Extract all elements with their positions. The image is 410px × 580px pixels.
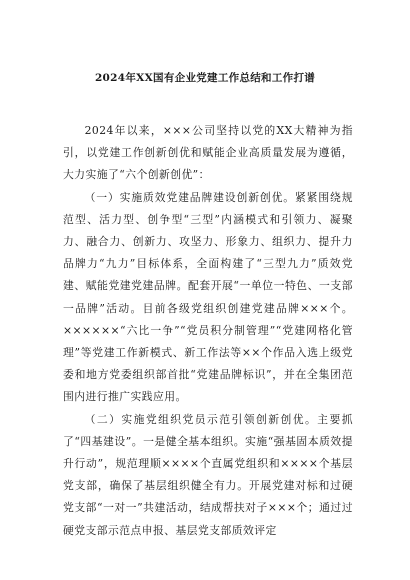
paragraph-section-2: （二）实施党组织党员示范引领创新创优。主要抓了“四基建设”。一是健全基本组织。实施“强基固本质效提升行动”，规范理顺××××个直属党组织和××××个基层党支部，确保了基层组织健全有力。开展党建对标和过硬党支部“一对一”共建活动，结成帮扶对子×××个；通过过硬党支部示范点申报、基层党支部质效评定: [63, 412, 353, 537]
document-body: [63, 120, 353, 542]
document-title: 2024年XX国有企业党建工作总结和工作打谱: [94, 72, 316, 84]
paragraph-intro: 2024年以来，×××公司坚持以党的XX大精神为指引，以党建工作创新创优和赋能企业高质量发展为遵循，大力实施了“六个创新创优”：: [63, 124, 353, 182]
paragraph-section-1: （一）实施质效党建品牌建设创新创优。紧紧围绕规范型、活力型、创争型“三型”内涵模式和引领力、凝聚力、融合力、创新力、攻坚力、形象力、组织力、提升力品牌力“九力”目标体系，全面构建了“三型九力”质效党建、赋能党建党建品牌。配套开展“一单位一特色、一支部一品牌”活动。目前各级党组织创建党建品牌×××个。××××××“六比一争”“党员积分制管理”“党建网格化管理”等党建工作新模式、新工作法等××个作品入选上级党委和地方党委组织部首批“党建品牌标识”，并在全集团范围内进行推广实践应用。: [63, 190, 353, 404]
